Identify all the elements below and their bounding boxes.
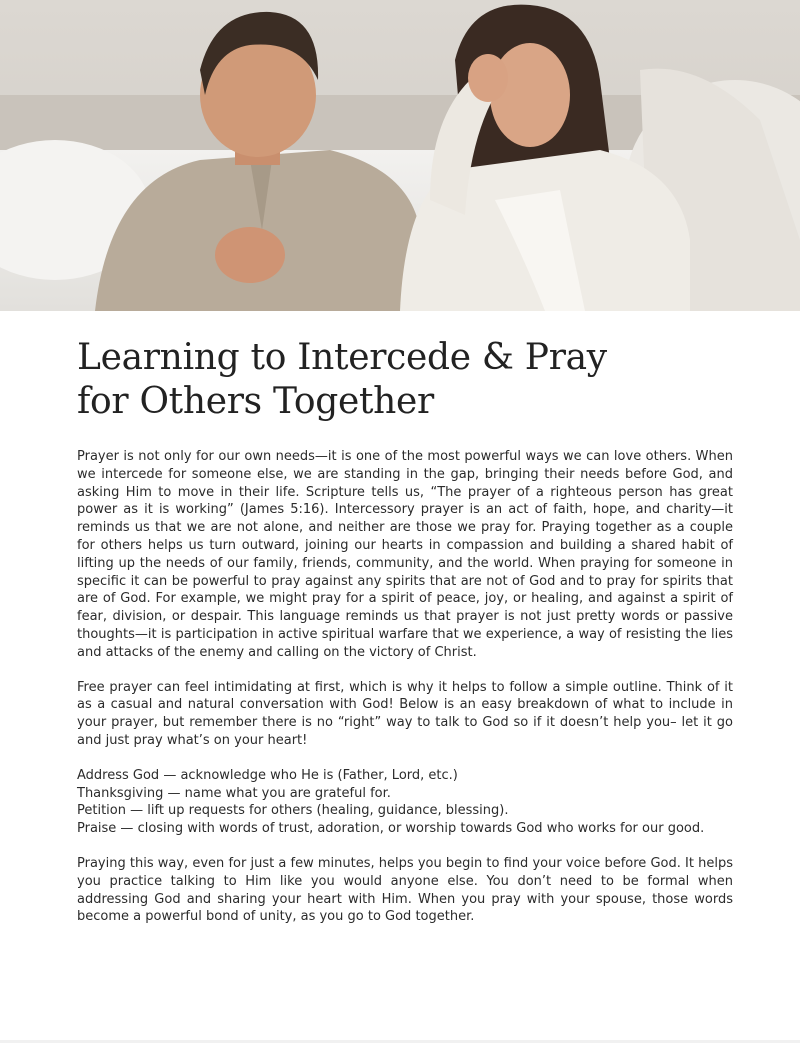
list-item: Thanksgiving — name what you are grateful for. <box>77 785 391 801</box>
outline-paragraph: Free prayer can feel intimidating at first, which is why it helps to follow a simple outline. Think of it as a casual and natural conversation with God! Below is an easy breakdown of what to include in your prayer, but remember there is no “right” way to talk to God so if it doesn’t help you– let it go and just pray what’s on your heart! <box>77 679 733 748</box>
closing-paragraph: Praying this way, even for just a few minutes, helps you begin to find your voice before God. It helps you practice talking to Him like you would anyone else. You don’t need to be formal when addressing God and sharing your heart with Him. When you pray with your spouse, those words become a powerful bond of unity, as you go to God together. <box>77 855 733 925</box>
article-body <box>77 448 733 943</box>
list-item: Praise — closing with words of trust, adoration, or worship towards God who works for our good. <box>77 821 705 837</box>
hero-photo <box>0 0 800 311</box>
title-line-1: Learning to Intercede & Pray <box>77 337 607 378</box>
prayer-outline-list <box>77 767 733 838</box>
couple-photo-illustration <box>0 0 800 311</box>
list-item: Address God — acknowledge who He is (Father, Lord, etc.) <box>77 767 458 783</box>
list-item: Petition — lift up requests for others (healing, guidance, blessing). <box>77 803 509 819</box>
title-line-2: for Others Together <box>77 381 434 422</box>
page-title <box>77 336 737 424</box>
intro-paragraph: Prayer is not only for our own needs—it is one of the most powerful ways we can love others. When we intercede for someone else, we are standing in the gap, bringing their needs before God, and asking Him to move in their life. Scripture tells us, “The prayer of a righteous person has great power as it is working” (James 5:16). Intercessory prayer is an act of faith, hope, and charity—it reminds us that we are not alone, and neither are those we pray for. Praying together as a couple for others helps us turn outward, joining our hearts in compassion and building a shared habit of lifting up the needs of our family, friends, community, and the world. When praying for someone in specific it can be powerful to pray against any spirits that are not of God and to pray for spirits that are of God. For example, we might pray for a spirit of peace, joy, or healing, and against a spirit of fear, division, or despair. This language reminds us that prayer is not just pretty words or passive thoughts—it is participation in active spiritual warfare that we experience, a way of resisting the lies and attacks of the enemy and calling on the victory of Christ. <box>77 449 733 660</box>
